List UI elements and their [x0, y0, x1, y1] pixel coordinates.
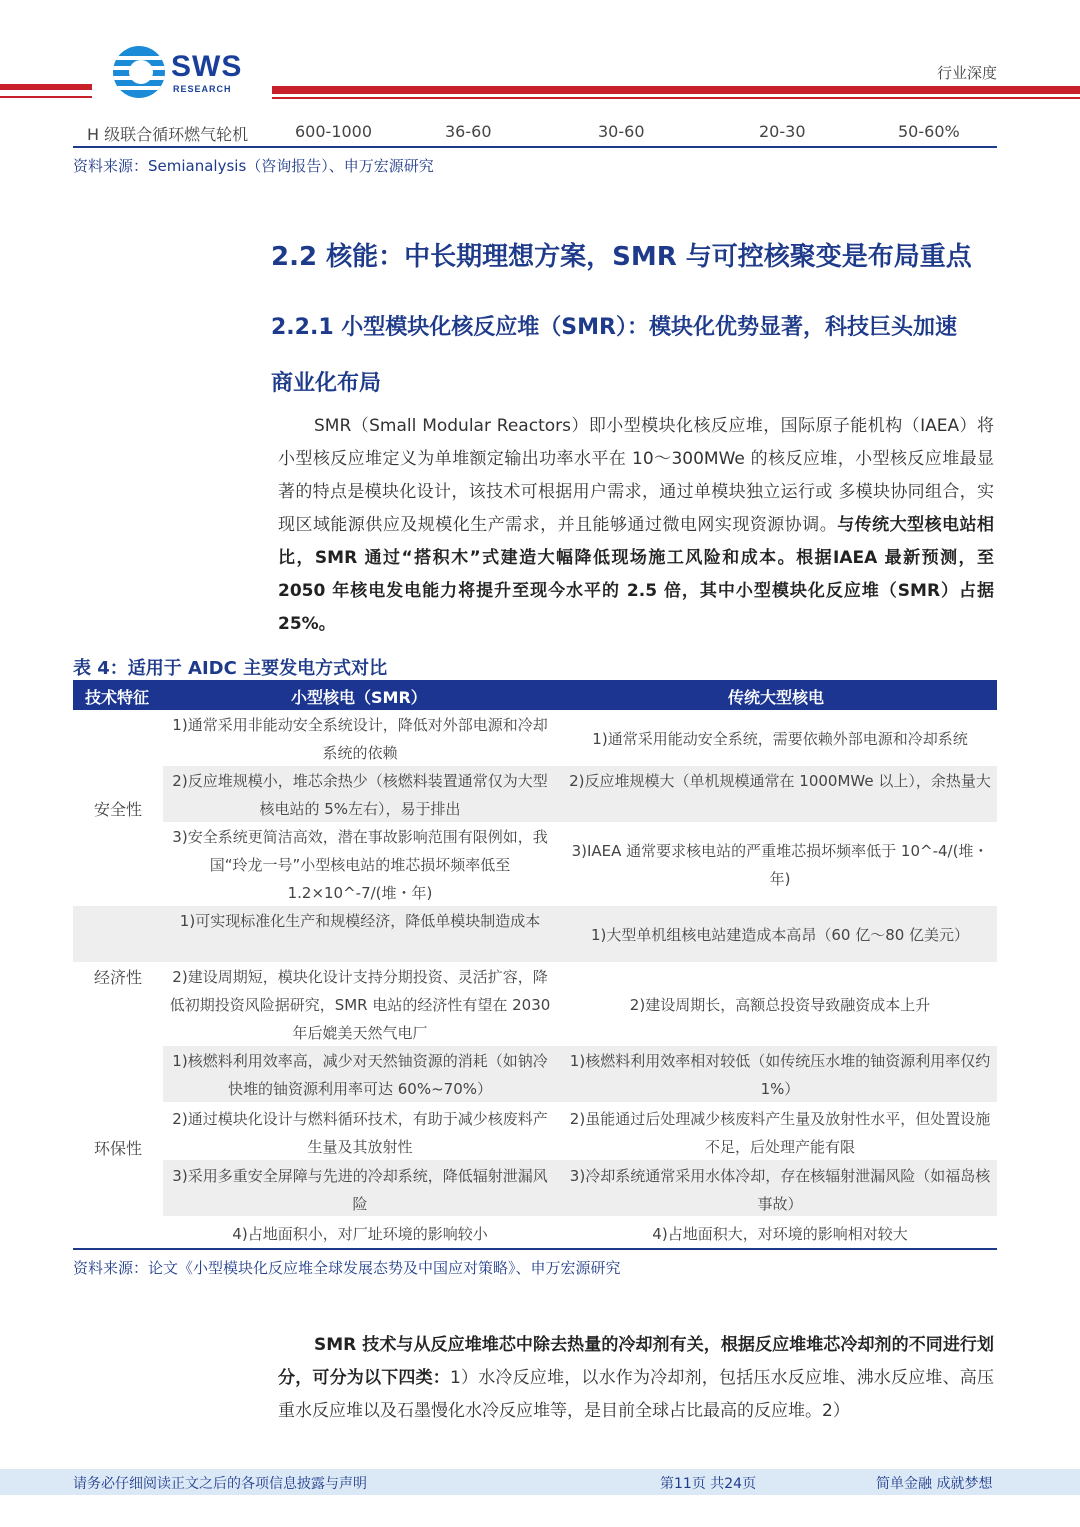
- table-cell: 36-60: [445, 122, 492, 141]
- table-cell: 600-1000: [295, 122, 373, 141]
- header-rule-left-thin: [0, 96, 92, 98]
- table-header-cell: 小型核电（SMR）: [291, 688, 427, 707]
- page-number: 第11页 共24页: [660, 1476, 757, 1492]
- previous-table-row: [73, 118, 997, 148]
- sws-logo-icon: [113, 46, 165, 98]
- header-rule-left: [0, 84, 92, 90]
- table-header-cell: 技术特征: [85, 688, 150, 707]
- table-cell: 30-60: [598, 122, 645, 141]
- table-header: [73, 680, 997, 710]
- table-title: 表 4：适用于 AIDC 主要发电方式对比: [73, 658, 388, 679]
- table-cell-traditional: 2)反应堆规模大（单机规模通常在 1000MWe 以上），余热量大: [569, 772, 991, 790]
- table-cell-traditional: 2)建设周期长，高额总投资导致融资成本上升: [629, 996, 931, 1014]
- body-paragraph-2: [278, 1329, 994, 1428]
- table-cell-traditional: 3)冷却系统通常采用水体冷却，存在核辐射泄漏风险（如福岛核事故）: [569, 1167, 991, 1213]
- paragraph-text: SMR（Small Modular Reactors）即小型模块化核反应堆，国际原子能机构（IAEA）将小型核反应堆定义为单堆额定输出功率水平在 10～300MWe 的核反应堆，小型核反应堆最显著的特点是模块化设计，该技术可根据用户需求，通过单模块独立运行或 多模块协同组合，实现区域能源供应及规模化生产需求，并且能够通过微电网实现资源协调。: [278, 416, 994, 535]
- table-cell: 20-30: [759, 122, 806, 141]
- logo-text: SWS: [171, 50, 243, 83]
- category-economy: 经济性: [93, 968, 142, 987]
- table-cell-smr: 4)占地面积小，对厂址环境的影响较小: [232, 1225, 488, 1243]
- table-cell-traditional: 3)IAEA 通常要求核电站的严重堆芯损坏频率低于 10^-4/(堆・年): [571, 842, 989, 888]
- subsection-title-continued: 商业化布局: [271, 371, 382, 396]
- table-bottom-rule: [73, 1248, 997, 1250]
- category-environment: 环保性: [93, 1139, 142, 1158]
- table-cell-smr: 1)核燃料利用效率高，减少对天然铀资源的消耗（如钠冷快堆的铀资源利用率可达 60%~70%）: [172, 1052, 548, 1098]
- table-cell-traditional: 1)核燃料利用效率相对较低（如传统压水堆的铀资源利用率仅约 1%）: [569, 1052, 991, 1098]
- table-cell-traditional: 1)大型单机组核电站建造成本高昂（60 亿～80 亿美元）: [590, 926, 970, 944]
- sws-logo: [113, 46, 263, 102]
- table-header-cell: 传统大型核电: [728, 688, 825, 707]
- table-cell-smr: 3)安全系统更简洁高效，潜在事故影响范围有限例如，我国“玲龙一号”小型核电站的堆芯损坏频率低至 1.2×10^-7/(堆・年): [172, 828, 548, 902]
- footer-slogan: 简单金融 成就梦想: [876, 1476, 993, 1492]
- body-paragraph: [278, 410, 994, 641]
- source-note-top: 资料来源：Semianalysis（咨询报告）、申万宏源研究: [73, 157, 434, 175]
- doc-type-label: 行业深度: [936, 64, 997, 82]
- category-safety: 安全性: [93, 800, 142, 819]
- table-cell: 50-60%: [898, 122, 960, 141]
- table-cell-traditional: 4)占地面积大，对环境的影响相对较大: [652, 1225, 908, 1243]
- table-cell-smr: 3)采用多重安全屏障与先进的冷却系统，降低辐射泄漏风险: [172, 1167, 548, 1213]
- table-cell-smr: 1)通常采用非能动安全系统设计，降低对外部电源和冷却系统的依赖: [172, 716, 548, 762]
- footer-disclaimer: 请务必仔细阅读正文之后的各项信息披露与声明: [73, 1476, 367, 1492]
- table-cell-smr: 2)通过模块化设计与燃料循环技术，有助于减少核废料产生量及其放射性: [172, 1110, 548, 1156]
- table-cell-traditional: 1)通常采用能动安全系统，需要依赖外部电源和冷却系统: [592, 730, 968, 748]
- table-cell-smr: 2)建设周期短，模块化设计支持分期投资、灵活扩容，降低初期投资风险据研究，SMR 电站的经济性有望在 2030 年后媲美天然气电厂: [169, 968, 551, 1042]
- table-cell-traditional: 2)虽能通过后处理减少核废料产生量及放射性水平，但处置设施不足，后处理产能有限: [569, 1110, 991, 1156]
- source-note-table: 资料来源：论文《小型模块化反应堆全球发展态势及中国应对策略》、申万宏源研究: [73, 1259, 621, 1277]
- subsection-title: 2.2.1 小型模块化核反应堆（SMR）：模块化优势显著，科技巨头加速: [271, 315, 957, 340]
- table-cell: H 级联合循环燃气轮机: [87, 125, 249, 144]
- table-cell-smr: 2)反应堆规模小，堆芯余热少（核燃料装置通常仅为大型核电站的 5%左右），易于排出: [172, 772, 548, 818]
- paragraph-emphasis: 与传统大型核电站相比，SMR 通过“搭积木”式建造大幅降低现场施工风险和成本。根据IAEA 最新预测，至 2050 年核电发电能力将提升至现今水平的 2.5 倍，其中小型模块化反应堆（SMR）占据 25%。: [278, 515, 995, 634]
- header-rule-right-thin: [272, 97, 1080, 99]
- paragraph-emphasis: SMR 技术与从反应堆堆芯中除去热量的冷却剂有关，根据反应堆堆芯冷却剂的不同进行划分，可分为以下四类：: [278, 1335, 994, 1388]
- header-rule-right: [272, 86, 1080, 94]
- paragraph-text: 1）水冷反应堆，以水作为冷却剂，包括压水反应堆、沸水反应堆、高压重水反应堆以及石墨慢化水冷反应堆等，是目前全球占比最高的反应堆。2）: [278, 1368, 994, 1421]
- section-title: 2.2 核能：中长期理想方案，SMR 与可控核聚变是布局重点: [271, 242, 972, 272]
- table-cell-smr: 1)可实现标准化生产和规模经济，降低单模块制造成本: [179, 912, 541, 930]
- logo-subtext: RESEARCH: [173, 84, 232, 94]
- page-footer: [0, 1469, 1080, 1495]
